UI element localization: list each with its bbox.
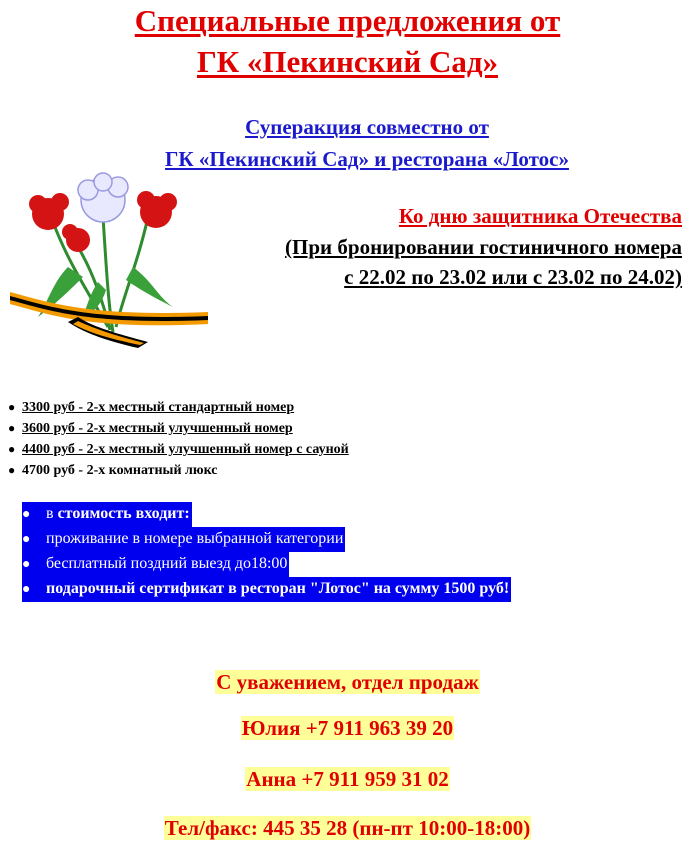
list-item: ● в стоимость входит: [22,502,511,527]
page-title-line1: Специальные предложения от [134,3,561,38]
list-item: ● бесплатный поздний выезд до18:00 [22,552,511,577]
contact-anna: Анна +7 911 959 31 02 [246,767,449,791]
list-item: ● 3300 руб - 2-х местный стандартный номер [8,400,295,415]
greeting: С уважением, отдел продаж [216,670,479,694]
price-list [8,397,349,481]
occasion-condition-line2: с 22.02 по 23.02 или с 23.02 по 24.02) [344,265,682,289]
list-item: ● 4700 руб - 2-х комнатный люкс [8,463,218,478]
list-item: ● 4400 руб - 2-х местный улучшенный номер с сауной [8,442,349,457]
includes-prefix: в [46,505,54,522]
occasion-condition-line1: (При бронировании гостиничного номера [285,235,682,259]
includes-list [22,502,511,602]
contact-phone: Тел/факс: 445 35 28 (пн-пт 10:00-18:00) [164,816,531,840]
list-item: ● подарочный сертификат в ресторан "Лотос" на сумму 1500 руб! [22,577,511,602]
includes-heading: стоимость входит: [57,505,190,522]
page-title-line2: ГК «Пекинский Сад» [196,44,499,79]
contact-julia: Юлия +7 911 963 39 20 [241,716,454,740]
carnations-ribbon-illustration [8,172,208,352]
list-item: ● проживание в номере выбранной категории [22,527,511,552]
promo-line2: ГК «Пекинский Сад» и ресторана «Лотос» [165,147,569,171]
occasion-title: Ко дню защитника Отечества [398,204,682,228]
list-item: ● 3600 руб - 2-х местный улучшенный номер [8,421,293,436]
promo-line1: Суперакция совместно от [245,115,489,139]
